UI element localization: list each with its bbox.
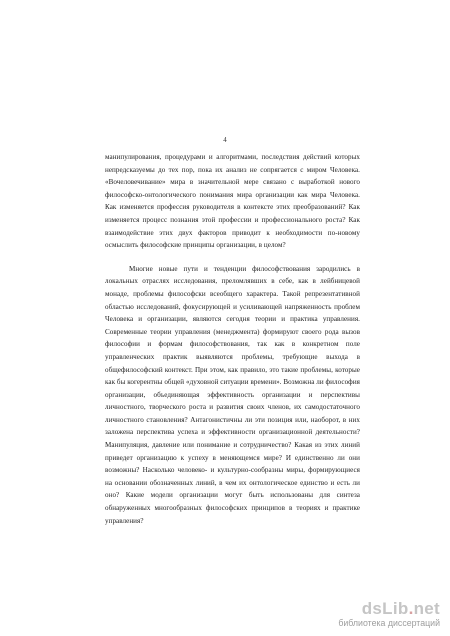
watermark-logo — [338, 599, 440, 619]
watermark-logo-dot: . — [408, 599, 414, 618]
paragraph-1: манипулирования, процедурами и алгоритмами, последствия действий которых непредсказуемы до тех пор, пока их анализ не сопрягается с миром Человека. «Вочеловечивание» мира в значительной мере связано с выработкой нового философско-онтологического понимания мира организации как мира Человека. Как изменяется профессия руководителя в контексте этих преобразований? Как изменяется процесс познания этой профессии и профессионального роста? Как взаимодействие этих двух факторов приводит к необходимости по-новому осмыслить философские принципы организации, в целом? — [105, 153, 360, 250]
watermark-logo-tld: net — [413, 599, 440, 618]
page-number: 4 — [223, 136, 227, 144]
paragraph-2: Многие новые пути и тенденции философствования зародились в локальных отраслях исследования, преломлявших в себе, как в лейбницевой монаде, проблемы философски всеобщего характера. Такой репрезентативной областью исследований, фокусирующей и усиливающей напряженность проблем Человека и организации, являются сегодня теории и практика управления. Современные теории управления (менеджмента) формируют своего рода вызов философии и формам философствования, так как в конкретном поле управленческих практик выявляются проблемы, требующие выхода в общефилософский контекст. При этом, как правило, это такие проблемы, которые как бы когерентны общей «духовной ситуации времени». Возможна ли философия организации, объединяющая эффективность организации и перспективы личностного, творческого роста и развития своих членов, их самодостаточного личностного становления? Антагонистичны ли эти позиция или, наоборот, в них заложена перспектива успеха и эффективности организационной деятельности? Манипуляция, давление или понимание и сотрудничество? Какая из этих линий приведет организацию к успеху в меняющемся мире? И единственно ли они возможны? Насколько человеко- и культурно-сообразны миры, формирующиеся на основании обозначенных линий, в чем их онтологическое единство и есть ли оно? Какие модели организации могут быть использованы для синтеза обнаруженных многообразных философских принципов в теориях и практике управления? — [105, 264, 360, 525]
watermark — [338, 599, 440, 628]
body-text — [105, 151, 360, 527]
watermark-subtitle: библиотека диссертаций — [338, 618, 440, 628]
watermark-logo-main: dsLib — [361, 599, 409, 618]
